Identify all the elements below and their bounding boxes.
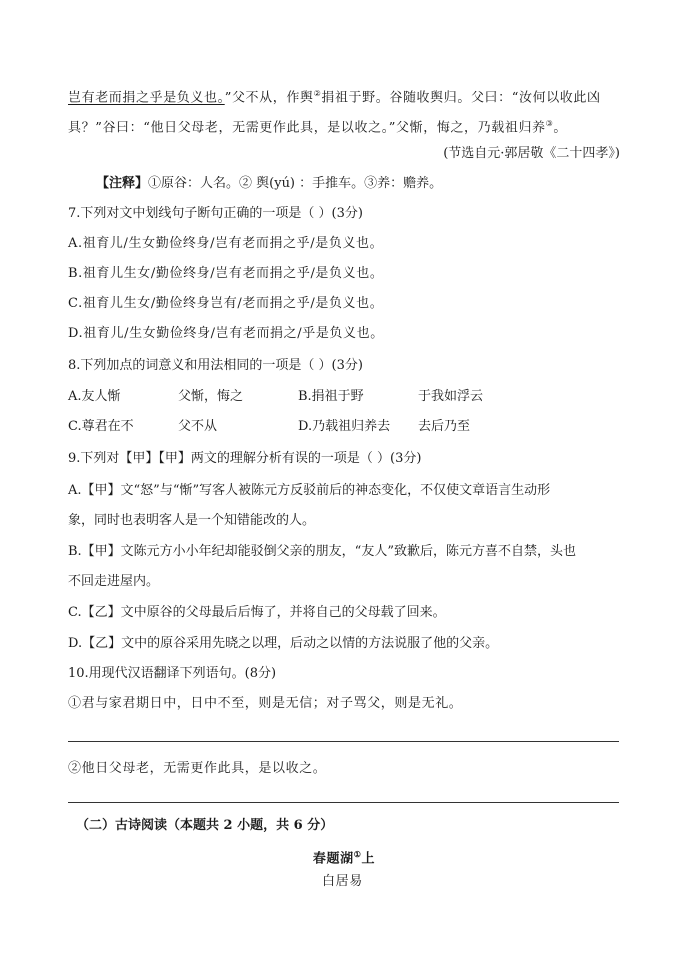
poem-author: 白居易 (322, 874, 363, 889)
passage-line-2 (68, 116, 567, 136)
q9-option-a-line2: 象，同时也表明客人是一个知错能改的人。 (68, 513, 316, 528)
q10-sentence-2: ②他日父母老，无需更作此具，是以收之。 (68, 761, 327, 776)
q7-option-c: C.祖育儿生女/勤俭终身岂有/老而捐之乎/是负义也。 (68, 296, 384, 311)
q8-stem: 8.下列加点的词意义和用法相同的一项是（ ）(3分) (68, 358, 363, 373)
q8-option-a-compare: 父惭，悔之 (178, 389, 244, 404)
passage-text: ”父不从，作舆 (224, 90, 314, 106)
poem-title-text: 春题湖 (312, 851, 354, 867)
q9-option-b-line2: 不回走进屋内。 (68, 574, 160, 589)
q7-option-b: B.祖育儿生女/勤俭终身/岂有老而捐之乎/是负义也。 (68, 266, 384, 281)
underlined-sentence: 岂有老而捐之乎是负义也。 (68, 90, 225, 106)
note-ref: ① (353, 849, 362, 859)
passage-text: 捐祖于野。谷随收舆归。父曰：“汝何以收此凶 (321, 90, 601, 106)
q8-option-b-compare: 于我如浮云 (418, 389, 484, 404)
annotations-text: ①原谷：人名。② 舆(yú) ：手推车。③养：赡养。 (148, 176, 443, 191)
passage-text: 具？”谷曰：“他日父母老，无需更作此具，是以收之。”父惭，悔之，乃载祖归养 (68, 120, 546, 136)
answer-line-1[interactable] (68, 741, 619, 742)
poem-title (0, 846, 688, 867)
section-heading: （二）古诗阅读（本题共 2 小题，共 6 分） (76, 818, 334, 833)
q9-option-d: D.【乙】文中的原谷采用先晓之以理，后动之以情的方法说服了他的父亲。 (68, 636, 499, 651)
q8-option-c-compare: 父不从 (178, 419, 218, 434)
passage-line-1 (68, 86, 601, 106)
q8-option-d-compare: 去后乃至 (418, 419, 471, 434)
annotations (96, 176, 442, 192)
note-ref: ② (313, 89, 322, 98)
q7-option-a: A.祖育儿/生女勤俭终身/岂有老而捐之乎/是负义也。 (68, 236, 384, 251)
q10-sentence-1: ①君与家君期日中，日中不至，则是无信；对子骂父，则是无礼。 (68, 696, 463, 711)
passage-text: 。 (553, 120, 568, 136)
q7-stem: 7.下列对文中划线句子断句正确的一项是（ ）(3分) (68, 206, 363, 221)
q9-option-a-line1: A.【甲】文“怒”与“惭”写客人被陈元方反驳前后的神态变化，不仅使文章语言生动形 (68, 483, 551, 498)
q7-option-d: D.祖育儿/生女勤俭终身/岂有老而捐之/乎是负义也。 (68, 326, 384, 341)
q8-option-d: D.乃载祖归养去 (298, 419, 391, 434)
q9-stem: 9.下列对【甲】【甲】两文的理解分析有误的一项是（ ）(3分) (68, 451, 422, 466)
passage-source: (节选自元·郭居敬《二十四孝》) (443, 146, 620, 161)
q9-option-b-line1: B.【甲】文陈元方小小年纪却能驳倒父亲的朋友，“友人”致歉后，陈元方喜不自禁，头也 (68, 544, 576, 559)
q8-option-c: C.尊君在不 (68, 419, 134, 434)
poem-title-end: 上 (361, 851, 376, 867)
answer-line-2[interactable] (68, 802, 619, 803)
note-ref: ③ (545, 119, 554, 128)
q10-stem: 10.用现代汉语翻译下列语句。(8分) (68, 666, 277, 681)
annotations-label: 【注释】 (96, 176, 149, 191)
q8-option-b: B.捐祖于野 (298, 389, 364, 404)
q8-option-a: A.友人惭 (68, 389, 121, 404)
q9-option-c: C.【乙】文中原谷的父母最后后悔了，并将自己的父母载了回来。 (68, 605, 446, 620)
